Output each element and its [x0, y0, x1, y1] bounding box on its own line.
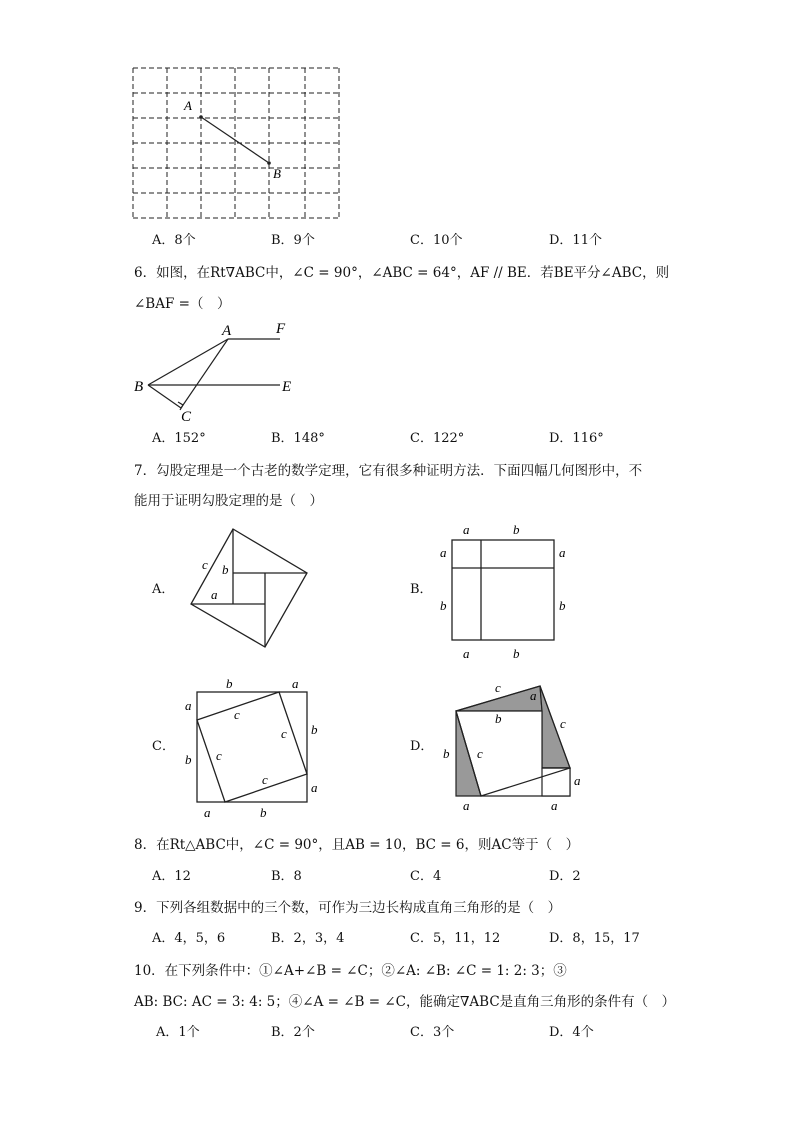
- q9-option-b[interactable]: B．2，3，4: [271, 931, 345, 946]
- q7c-inner-c4: c: [262, 772, 268, 787]
- q6-label-f: F: [276, 321, 286, 337]
- q7-option-a[interactable]: A．: [152, 582, 175, 597]
- q5-option-a[interactable]: A．8个: [152, 233, 196, 248]
- q7a-label-c: c: [202, 557, 208, 572]
- q6-label-e: E: [282, 379, 292, 395]
- q7-figure-c: [180, 674, 330, 822]
- q7c-inner-c2: c: [281, 726, 287, 741]
- q7d-left-b: b: [443, 746, 450, 761]
- q7d-inner-b: b: [495, 711, 502, 726]
- q10-stem-line2: AB: BC: AC = 3: 4: 5；④∠A = ∠B = ∠C，能确定∇ABC是直角三角形的条件有（ ）: [134, 994, 676, 1010]
- q7d-inner-c: c: [477, 746, 483, 761]
- q7c-right-a: a: [311, 780, 318, 795]
- q7c-right-b: b: [311, 722, 318, 737]
- q6-option-d[interactable]: D．116°: [549, 431, 604, 446]
- q9-option-d[interactable]: D．8，15，17: [549, 931, 640, 946]
- q7d-right-c: c: [560, 716, 566, 731]
- q6-label-a: A: [222, 323, 232, 339]
- q10-option-b[interactable]: B．2个: [271, 1025, 315, 1040]
- q7b-right-b: b: [559, 598, 566, 613]
- q7-figure-a: [185, 522, 315, 652]
- q7d-bottom-a1: a: [463, 798, 470, 813]
- q8-option-c[interactable]: C．4: [410, 869, 442, 884]
- q7d-right-a: a: [574, 773, 581, 788]
- q7c-top-b: b: [226, 676, 233, 691]
- q7-option-b[interactable]: B．: [410, 582, 433, 597]
- q7a-label-a: a: [211, 587, 218, 602]
- q7c-left-a: a: [185, 698, 192, 713]
- q7-figure-d: [437, 676, 587, 818]
- q7d-bottom-a2: a: [551, 798, 558, 813]
- q10-option-a[interactable]: A．1个: [156, 1025, 200, 1040]
- q5-option-c[interactable]: C．10个: [410, 233, 463, 248]
- q7c-bottom-b: b: [260, 805, 267, 820]
- q6-option-c[interactable]: C．122°: [410, 431, 465, 446]
- q10-stem-line1: 10．在下列条件中：①∠A+∠B = ∠C；②∠A: ∠B: ∠C = 1: 2: 3；③: [134, 963, 567, 979]
- q7b-bottom-b: b: [513, 646, 520, 661]
- q9-stem: 9．下列各组数据中的三个数，可作为三边长构成直角三角形的是（ ）: [134, 900, 562, 916]
- q7-figure-b: [435, 520, 575, 665]
- q10-option-c[interactable]: C．3个: [410, 1025, 455, 1040]
- q7b-left-a: a: [440, 545, 447, 560]
- point-b-label: B: [273, 166, 281, 181]
- q7c-inner-c3: c: [216, 748, 222, 763]
- q6-option-b[interactable]: B．148°: [271, 431, 325, 446]
- q7a-label-b: b: [222, 562, 229, 577]
- q6-stem-line2: ∠BAF =（ ）: [134, 296, 231, 312]
- q8-stem: 8．在Rt△ABC中，∠C = 90°，且AB = 10，BC = 6，则AC等于（ ）: [134, 837, 580, 853]
- q6-stem-line1: 6．如图，在Rt∇ABC中，∠C = 90°，∠ABC = 64°，AF // BE．若BE平分∠ABC，则: [134, 265, 670, 281]
- q8-option-a[interactable]: A．12: [152, 869, 191, 884]
- q6-label-b: B: [134, 379, 144, 395]
- q5-grid-figure: [128, 62, 348, 222]
- q7-option-c[interactable]: C．: [152, 739, 175, 754]
- point-a-label: A: [184, 98, 192, 113]
- q6-option-a[interactable]: A．152°: [152, 431, 206, 446]
- q8-option-d[interactable]: D．2: [549, 869, 581, 884]
- q5-option-d[interactable]: D．11个: [549, 233, 602, 248]
- q10-option-d[interactable]: D．4个: [549, 1025, 594, 1040]
- q7c-inner-c1: c: [234, 707, 240, 722]
- q7-option-d[interactable]: D．: [410, 739, 434, 754]
- q7-stem-line2: 能用于证明勾股定理的是（ ）: [134, 493, 323, 509]
- q7-stem-line1: 7．勾股定理是一个古老的数学定理，它有很多种证明方法．下面四幅几何图形中，不: [134, 463, 643, 479]
- q8-option-b[interactable]: B．8: [271, 869, 302, 884]
- q7b-bottom-a: a: [463, 646, 470, 661]
- q5-option-b[interactable]: B．9个: [271, 233, 315, 248]
- q7d-top-c: c: [495, 680, 501, 695]
- q7c-left-b: b: [185, 752, 192, 767]
- q9-option-c[interactable]: C．5，11，12: [410, 931, 501, 946]
- q7b-top-a: a: [463, 522, 470, 537]
- q7c-bottom-a: a: [204, 805, 211, 820]
- q7b-top-b: b: [513, 522, 520, 537]
- q6-figure: [128, 318, 308, 426]
- q7b-left-b: b: [440, 598, 447, 613]
- q6-label-c: C: [181, 409, 192, 425]
- q9-option-a[interactable]: A．4，5，6: [152, 931, 226, 946]
- q7b-right-a: a: [559, 545, 566, 560]
- q7d-top-a: a: [530, 688, 537, 703]
- q7c-top-a: a: [292, 676, 299, 691]
